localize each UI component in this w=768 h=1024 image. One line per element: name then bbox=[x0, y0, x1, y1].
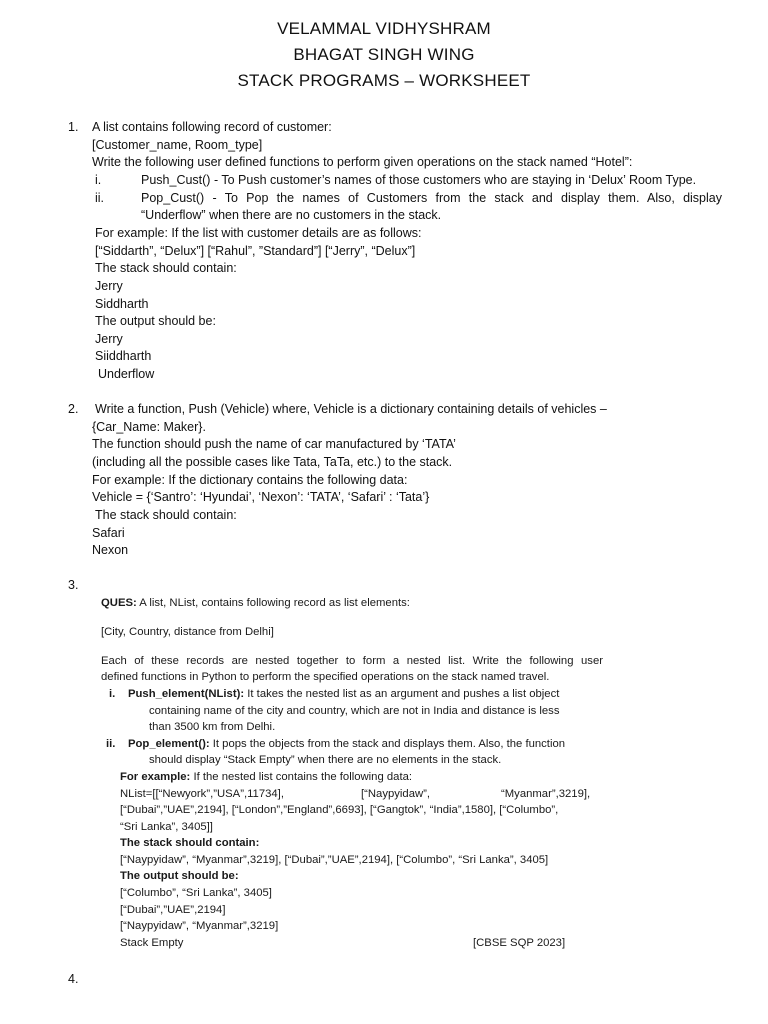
q3-paragraph-b: defined functions in Python to perform the specified operations on the stack named travel. bbox=[101, 671, 550, 683]
q3-item-ii-number: ii. bbox=[106, 738, 116, 750]
q2-line-8: Safari bbox=[92, 526, 125, 540]
q3-question-line bbox=[101, 595, 410, 612]
q3-example-text: If the nested list contains the following data: bbox=[190, 771, 413, 783]
q2-line-3: The function should push the name of car manufactured by ‘TATA’ bbox=[92, 437, 456, 451]
q3-item-i-label: Push_element(NList): bbox=[128, 688, 245, 700]
q3-nlist-a-part-3: “Myanmar”,3219], bbox=[501, 788, 591, 800]
q3-ques-text: A list, NList, contains following record as list elements: bbox=[136, 597, 410, 609]
q1-line-2: [Customer_name, Room_type] bbox=[92, 138, 263, 152]
q2-line-5: For example: If the dictionary contains the following data: bbox=[92, 473, 408, 487]
q2-line-1: Write a function, Push (Vehicle) where, Vehicle is a dictionary containing details of vehicles – bbox=[95, 402, 607, 416]
question-4-number: 4. bbox=[68, 972, 79, 986]
q3-output-line-1: [“Columbo”, “Sri Lanka”, 3405] bbox=[120, 887, 272, 899]
question-1-number: 1. bbox=[68, 120, 79, 134]
q3-nlist-line-b: [“Dubai”,”UAE”,2194], [“London”,”England”,6693], [“Gangtok”, “India”,1580], [“Columbo”, bbox=[120, 804, 559, 816]
q3-nlist-line-c: “Sri Lanka”, 3405]] bbox=[120, 821, 213, 833]
q1-example-line-5: Siddharth bbox=[95, 297, 149, 311]
q1-line-1: A list contains following record of customer: bbox=[92, 120, 332, 134]
q1-example-line-4: Jerry bbox=[95, 279, 123, 293]
question-2-number: 2. bbox=[68, 402, 79, 416]
q3-nlist-a-part-1: NList=[[“Newyork”,”USA”,11734], bbox=[120, 788, 284, 800]
q3-stack-value: [“Naypyidaw”, “Myanmar”,3219], [“Dubai”,”UAE”,2194], [“Columbo”, “Sri Lanka”, 3405] bbox=[120, 854, 549, 866]
q1-item-i-text: Push_Cust() - To Push customer’s names of those customers who are staying in ‘Delux’ Room Type. bbox=[141, 173, 697, 187]
q1-item-i-number: i. bbox=[95, 173, 102, 187]
q1-example-line-1: For example: If the list with customer details are as follows: bbox=[95, 226, 422, 240]
q3-item-ii-line-a bbox=[128, 736, 565, 753]
worksheet-title: STACK PROGRAMS – WORKSHEET bbox=[237, 71, 531, 90]
q3-item-ii-text-a: It pops the objects from the stack and displays them. Also, the function bbox=[209, 738, 566, 750]
q2-line-2: {Car_Name: Maker}. bbox=[92, 420, 206, 434]
q3-item-i-number: i. bbox=[109, 688, 116, 700]
q3-paragraph-a: Each of these records are nested together to form a nested list. Write the following user bbox=[101, 655, 603, 667]
q1-item-ii-text-b: “Underflow” when there are no customers in the stack. bbox=[141, 208, 442, 222]
q3-item-i-text-a: It takes the nested list as an argument and pushes a list object bbox=[244, 688, 560, 700]
q3-output-line-4: Stack Empty bbox=[120, 937, 184, 949]
q3-item-i-text-b: containing name of the city and country, which are not in India and distance is less bbox=[149, 705, 560, 717]
school-name: VELAMMAL VIDHYSHRAM bbox=[277, 19, 491, 38]
q3-source-citation: [CBSE SQP 2023] bbox=[473, 937, 566, 949]
q3-record-format: [City, Country, distance from Delhi] bbox=[101, 626, 274, 638]
q1-example-line-8: Siiddharth bbox=[95, 349, 152, 363]
q2-line-7: The stack should contain: bbox=[95, 508, 237, 522]
q1-example-line-3: The stack should contain: bbox=[95, 261, 237, 275]
q3-example-label: For example: bbox=[120, 771, 191, 783]
q3-output-label: The output should be: bbox=[120, 870, 239, 882]
q1-item-ii-text-a: Pop_Cust() - To Pop the names of Customers from the stack and display them. Also, display bbox=[141, 191, 722, 205]
q1-example-line-9: Underflow bbox=[98, 367, 155, 381]
q3-ques-label: QUES: bbox=[101, 597, 137, 609]
q2-line-9: Nexon bbox=[92, 543, 129, 557]
question-3-number: 3. bbox=[68, 578, 79, 592]
q2-line-6: Vehicle = {‘Santro’: ‘Hyundai’, ‘Nexon’: ‘TATA’, ‘Safari’ : ‘Tata’} bbox=[92, 490, 430, 504]
q2-line-4: (including all the possible cases like Tata, TaTa, etc.) to the stack. bbox=[92, 455, 453, 469]
q1-example-line-6: The output should be: bbox=[95, 314, 216, 328]
q3-output-line-3: [“Naypyidaw”, “Myanmar”,3219] bbox=[120, 920, 279, 932]
q1-item-ii-number: ii. bbox=[95, 191, 105, 205]
wing-name: BHAGAT SINGH WING bbox=[293, 45, 475, 64]
q1-example-line-2: [“Siddarth”, “Delux”] [“Rahul”, ”Standard”] [“Jerry”, “Delux”] bbox=[95, 244, 416, 258]
q3-item-ii-label: Pop_element(): bbox=[128, 738, 210, 750]
q3-output-line-2: [“Dubai”,”UAE”,2194] bbox=[120, 904, 226, 916]
q1-line-3: Write the following user defined functions to perform given operations on the stack named “Hotel”: bbox=[92, 155, 633, 169]
q3-stack-label: The stack should contain: bbox=[120, 837, 260, 849]
q3-nlist-a-part-2: [“Naypyidaw”, bbox=[361, 788, 431, 800]
q3-example-line bbox=[120, 769, 412, 786]
q3-item-ii-text-b: should display “Stack Empty” when there are no elements in the stack. bbox=[149, 754, 502, 766]
q1-example-line-7: Jerry bbox=[95, 332, 123, 346]
q3-item-i-line-a bbox=[128, 686, 559, 703]
q3-item-i-text-c: than 3500 km from Delhi. bbox=[149, 721, 276, 733]
